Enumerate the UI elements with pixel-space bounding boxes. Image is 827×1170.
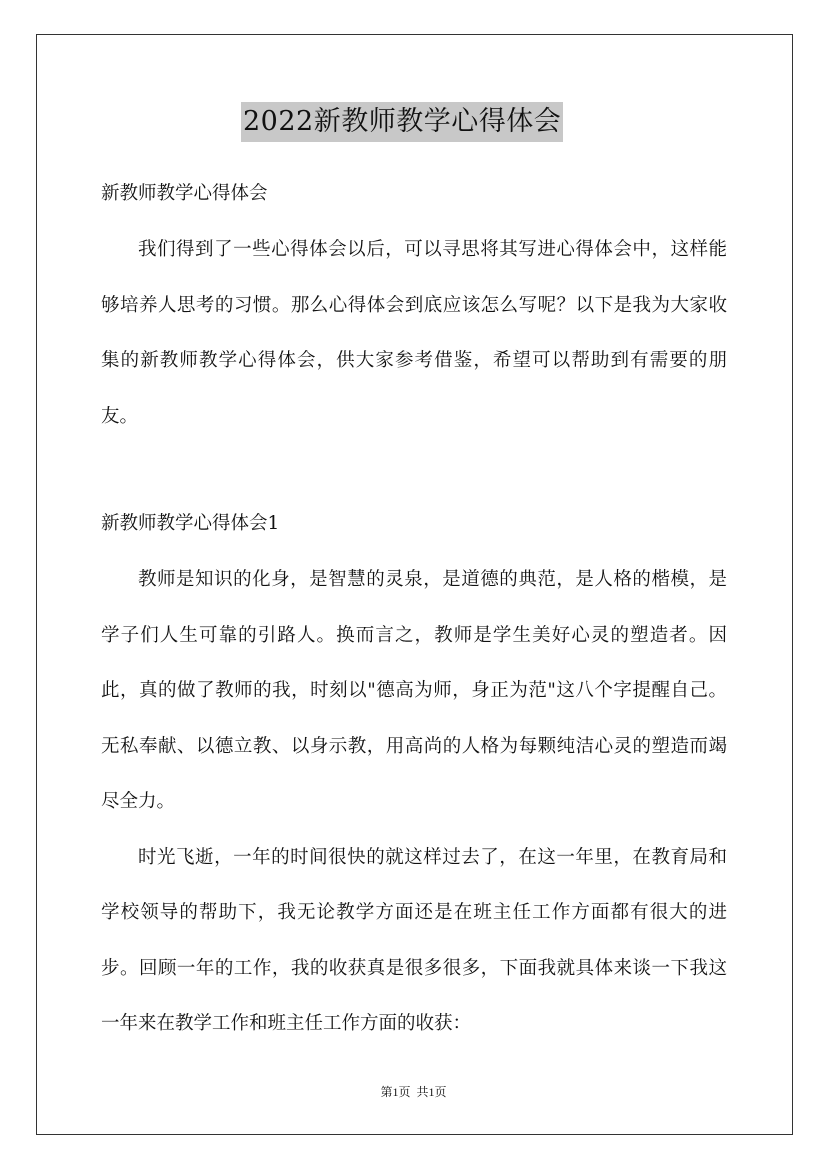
intro-heading: 新教师教学心得体会 [101, 183, 268, 204]
section1-paragraph-1: 教师是知识的化身，是智慧的灵泉，是道德的典范，是人格的楷模，是学子们人生可靠的引路人。换而言之，教师是学生美好心灵的塑造者。因此，真的做了教师的我，时刻以"德高为师，身正为范"这八个字提醒自己。无私奉献、以德立教、以身示教，用高尚的人格为每颗纯洁心灵的塑造而竭尽全力。 [101, 569, 727, 812]
section1-heading: 新教师教学心得体会1 [101, 513, 280, 534]
document-title: 2022新教师教学心得体会 [241, 102, 563, 142]
page-number-footer: 第1页 共1页 [380, 1085, 447, 1099]
section-spacer [101, 444, 727, 496]
section1-paragraph-2: 时光飞逝，一年的时间很快的就这样过去了，在这一年里，在教育局和学校领导的帮助下，我无论教学方面还是在班主任工作方面都有很大的进步。回顾一年的工作，我的收获真是很多很多，下面我就具体来谈一下我这一年来在教学工作和班主任工作方面的收获： [101, 846, 727, 1034]
intro-paragraph: 我们得到了一些心得体会以后，可以寻思将其写进心得体会中，这样能够培养人思考的习惯。那么心得体会到底应该怎么写呢？以下是我为大家收集的新教师教学心得体会，供大家参考借鉴，希望可以帮助到有需要的朋友。 [101, 239, 727, 427]
document-body [101, 166, 727, 1052]
